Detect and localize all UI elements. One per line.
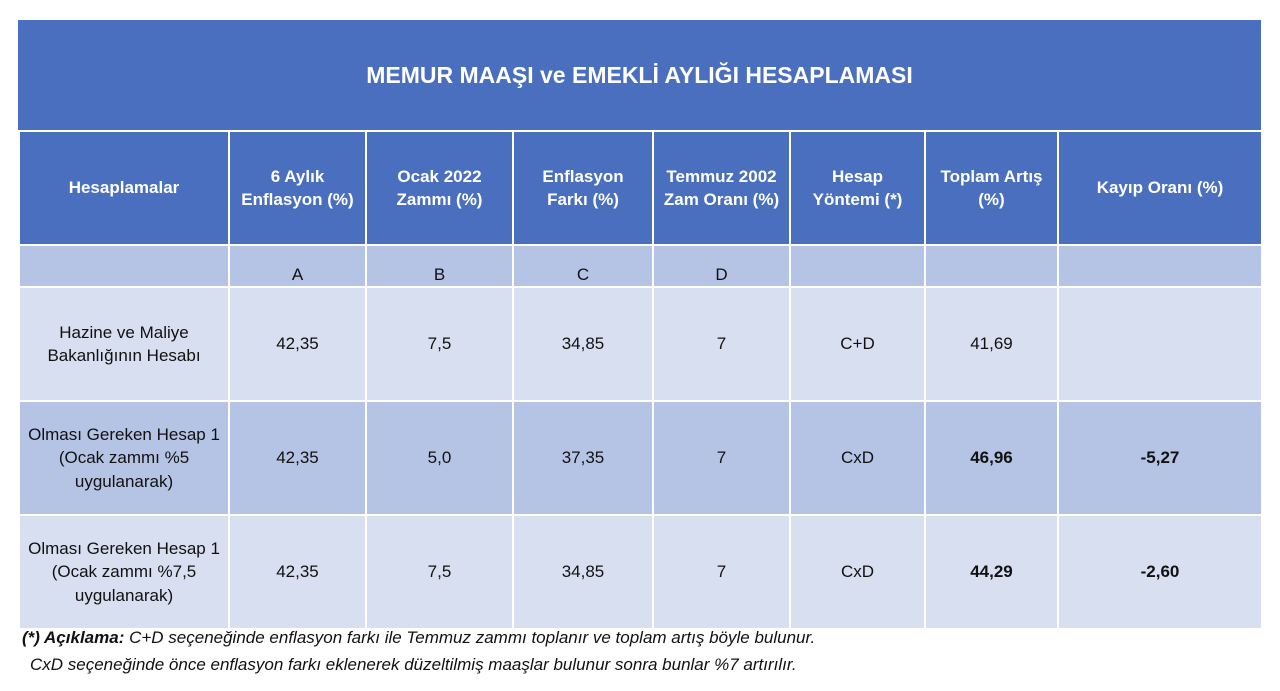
loss-cell: -5,27 (1058, 401, 1262, 515)
footnote-line-2: CxD seçeneğinde önce enflasyon farkı eklenerek düzeltilmiş maaşlar bulunur sonra bunlar %7 artırılır. (30, 655, 797, 674)
letter-cell (1058, 245, 1262, 287)
header-inflation: 6 Aylık Enflasyon (%) (229, 131, 366, 245)
header-total-increase: Toplam Artış (%) (925, 131, 1058, 245)
footnote-label: (*) Açıklama: (22, 628, 125, 647)
loss-cell (1058, 287, 1262, 401)
method-cell: CxD (790, 515, 925, 629)
january-raise-cell: 7,5 (366, 515, 513, 629)
header-calculations: Hesaplamalar (19, 131, 229, 245)
inflation-cell: 42,35 (229, 401, 366, 515)
july-raise-cell: 7 (653, 401, 790, 515)
loss-cell: -2,60 (1058, 515, 1262, 629)
row-label: Hazine ve Maliye Bakanlığının Hesabı (19, 287, 229, 401)
total-cell: 44,29 (925, 515, 1058, 629)
inflation-cell: 42,35 (229, 287, 366, 401)
footnote (22, 624, 1262, 678)
total-cell: 46,96 (925, 401, 1058, 515)
header-row (19, 131, 1262, 245)
footnote-line-1 (22, 624, 1262, 651)
table-title: MEMUR MAAŞI ve EMEKLİ AYLIĞI HESAPLAMASI (18, 20, 1261, 130)
total-cell: 41,69 (925, 287, 1058, 401)
letter-cell: D (653, 245, 790, 287)
july-raise-cell: 7 (653, 515, 790, 629)
table-row (19, 515, 1262, 629)
inflation-diff-cell: 37,35 (513, 401, 653, 515)
method-cell: CxD (790, 401, 925, 515)
header-july-raise: Temmuz 2002 Zam Oranı (%) (653, 131, 790, 245)
inflation-diff-cell: 34,85 (513, 287, 653, 401)
letter-cell (790, 245, 925, 287)
header-inflation-diff: Enflasyon Farkı (%) (513, 131, 653, 245)
row-label: Olması Gereken Hesap 1 (Ocak zammı %5 uygulanarak) (19, 401, 229, 515)
january-raise-cell: 7,5 (366, 287, 513, 401)
row-label: Olması Gereken Hesap 1 (Ocak zammı %7,5 uygulanarak) (19, 515, 229, 629)
header-loss-rate: Kayıp Oranı (%) (1058, 131, 1262, 245)
table-row (19, 287, 1262, 401)
january-raise-cell: 5,0 (366, 401, 513, 515)
header-method: Hesap Yöntemi (*) (790, 131, 925, 245)
july-raise-cell: 7 (653, 287, 790, 401)
method-cell: C+D (790, 287, 925, 401)
letter-cell: B (366, 245, 513, 287)
table-row (19, 401, 1262, 515)
header-january-raise: Ocak 2022 Zammı (%) (366, 131, 513, 245)
column-letter-row (19, 245, 1262, 287)
inflation-diff-cell: 34,85 (513, 515, 653, 629)
letter-cell: C (513, 245, 653, 287)
letter-cell (19, 245, 229, 287)
salary-calculation-table (18, 130, 1263, 630)
footnote-text-1: C+D seçeneğinde enflasyon farkı ile Temmuz zammı toplanır ve toplam artış böyle bulunur. (124, 628, 816, 647)
inflation-cell: 42,35 (229, 515, 366, 629)
letter-cell (925, 245, 1058, 287)
letter-cell: A (229, 245, 366, 287)
